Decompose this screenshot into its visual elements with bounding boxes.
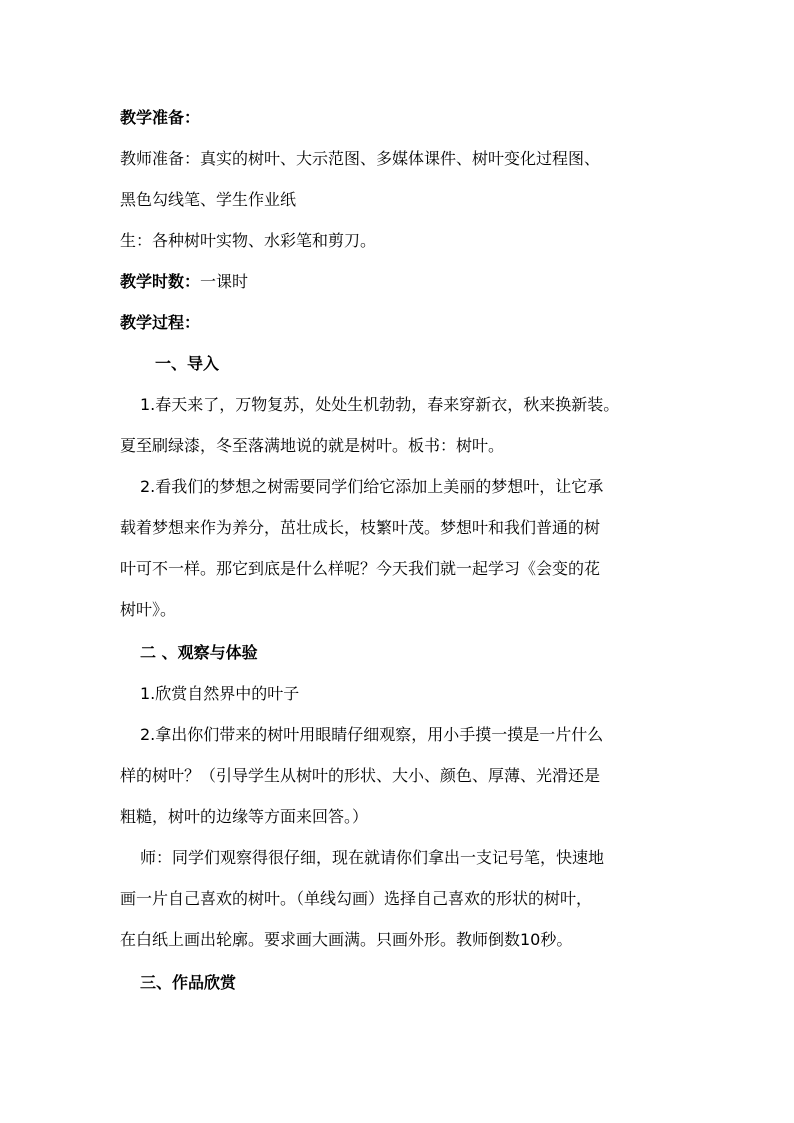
s2-paragraph-3-line-1: 师：同学们观察得很仔细，现在就请你们拿出一支记号笔，快速地: [140, 848, 605, 867]
s2-paragraph-1: 1.欣赏自然界中的叶子: [140, 684, 300, 703]
document-body: [120, 106, 680, 994]
teacher-prep-items: 真实的树叶、大示范图、多媒体课件、树叶变化过程图、: [200, 149, 601, 168]
s1-paragraph-2-line-3: 叶可不一样。那它到底是什么样呢？今天我们就一起学习《会变的花: [120, 559, 601, 578]
s2-paragraph-3-line-2: 画一片自己喜欢的树叶。（单线勾画）选择自己喜欢的形状的树叶，: [120, 889, 593, 908]
section-1-heading: 一、导入: [155, 354, 220, 373]
s2-paragraph-3-line-3: 在白纸上画出轮廓。要求画大画满。只画外形。教师倒数10秒。: [120, 930, 573, 949]
s2-paragraph-2-line-2: 样的树叶？（引导学生从树叶的形状、大小、颜色、厚薄、光滑还是: [120, 766, 601, 785]
teaching-time: [120, 270, 680, 293]
teacher-prep-line-1: [120, 147, 680, 170]
student-prep: 生：各种树叶实物、水彩笔和剪刀。: [120, 231, 377, 250]
teacher-prep-label: 教师准备：: [120, 149, 201, 168]
s1-paragraph-2-line-4: 树叶》。: [120, 600, 177, 619]
process-heading: 教学过程：: [120, 313, 201, 332]
teacher-prep-line-2: 黑色勾线笔、学生作业纸: [120, 190, 297, 209]
section-3-heading: 三、作品欣赏: [140, 973, 237, 992]
time-value: 一课时: [200, 272, 249, 291]
s1-paragraph-1-line-2: 夏至刷绿漆，冬至落满地说的就是树叶。板书：树叶。: [120, 436, 505, 455]
section-2-heading: 二 、观察与体验: [140, 643, 258, 662]
s1-paragraph-2-line-1: 2.看我们的梦想之树需要同学们给它添加上美丽的梦想叶，让它承: [140, 477, 604, 496]
s1-paragraph-2-line-2: 载着梦想来作为养分，茁壮成长，枝繁叶茂。梦想叶和我们普通的树: [120, 518, 601, 537]
prep-heading: 教学准备：: [120, 108, 201, 127]
s1-paragraph-1-line-1: 1.春天来了，万物复苏，处处生机勃勃，春来穿新衣，秋来换新装。: [140, 395, 620, 414]
time-label: 教学时数：: [120, 272, 201, 291]
s2-paragraph-2-line-1: 2.拿出你们带来的树叶用眼睛仔细观察，用小手摸一摸是一片什么: [140, 725, 604, 744]
s2-paragraph-2-line-3: 粗糙，树叶的边缘等方面来回答。）: [120, 807, 369, 826]
